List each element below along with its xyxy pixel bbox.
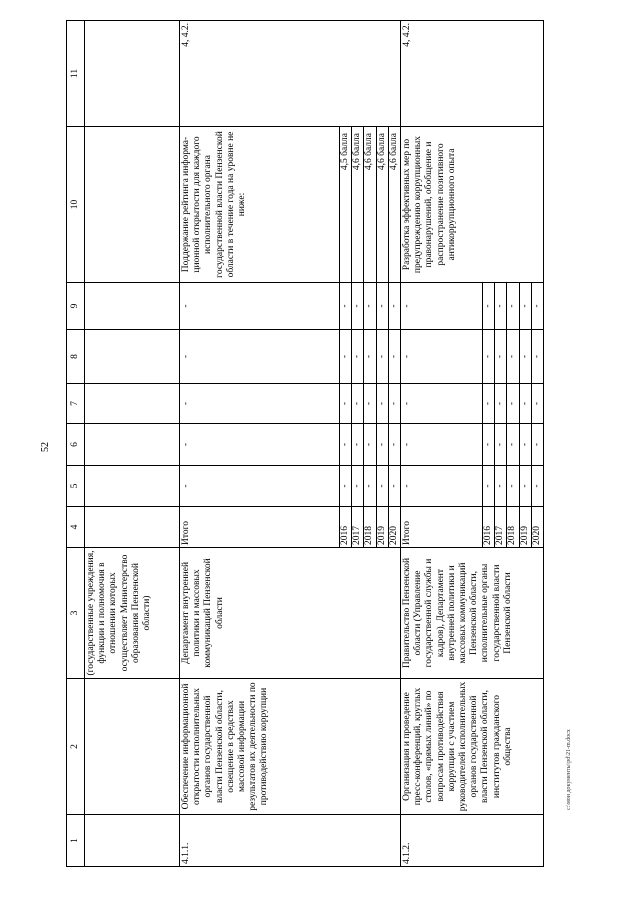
funding-cell: - (401, 384, 483, 424)
funding-cell: - (352, 283, 364, 330)
funding-cell: - (180, 466, 340, 507)
year-cell: 2016 (483, 507, 495, 548)
link-reference: 4, 4.2. (401, 21, 544, 127)
year-cell: 2017 (352, 507, 364, 548)
indicator-value: 4,6 балла (364, 127, 376, 283)
funding-cell: - (531, 330, 543, 384)
cell-empty (85, 424, 180, 466)
continued-executor-text: (государственные учреждения, функции и полномочия в отношении которых осуществляет Министерство образования Пензенской области) (85, 548, 180, 679)
funding-cell: - (531, 424, 543, 466)
year-cell: 2016 (340, 507, 352, 548)
funding-cell: - (401, 330, 483, 384)
measure-number: 4.1.1. (180, 815, 401, 867)
measure-row (401, 21, 483, 867)
link-reference: 4, 4.2. (180, 21, 401, 127)
funding-cell: - (352, 384, 364, 424)
funding-cell: - (519, 384, 531, 424)
year-cell: 2018 (364, 507, 376, 548)
header-cell: 11 (67, 21, 85, 127)
funding-cell: - (376, 330, 388, 384)
header-cell: 8 (67, 330, 85, 384)
measure-description: Обеспечение информационной открытости исполнительных органов государственной власти Пензенской области, освещение в средствах массовой информации результатов их деятельности по противодействию коррупции (180, 679, 401, 815)
funding-cell: - (495, 466, 507, 507)
funding-cell: - (352, 424, 364, 466)
header-cell: 5 (67, 466, 85, 507)
header-row (67, 21, 85, 867)
funding-cell: - (340, 466, 352, 507)
funding-cell: - (507, 384, 519, 424)
funding-cell: - (519, 424, 531, 466)
funding-cell: - (519, 283, 531, 330)
indicator-value: 4,6 балла (352, 127, 364, 283)
header-cell: 7 (67, 384, 85, 424)
funding-cell: - (180, 283, 340, 330)
funding-cell: - (495, 330, 507, 384)
header-cell: 6 (67, 424, 85, 466)
funding-cell: - (340, 384, 352, 424)
funding-cell: - (495, 424, 507, 466)
funding-cell: - (495, 283, 507, 330)
funding-cell: - (519, 466, 531, 507)
year-cell: 2018 (507, 507, 519, 548)
year-cell: 2020 (388, 507, 400, 548)
funding-cell: - (352, 466, 364, 507)
funding-cell: - (376, 466, 388, 507)
funding-cell: - (364, 384, 376, 424)
funding-cell: - (364, 283, 376, 330)
header-cell: 1 (67, 815, 85, 867)
funding-cell: - (352, 330, 364, 384)
program-measures-table (66, 20, 544, 867)
cell-empty (85, 283, 180, 330)
page-number: 52 (40, 442, 51, 452)
funding-cell: - (340, 424, 352, 466)
header-cell: 3 (67, 548, 85, 679)
funding-cell: - (519, 330, 531, 384)
funding-cell: - (531, 384, 543, 424)
cell-empty (85, 21, 180, 127)
funding-cell: - (388, 384, 400, 424)
funding-cell: - (483, 424, 495, 466)
cell-empty (85, 466, 180, 507)
funding-cell: - (531, 283, 543, 330)
funding-cell: - (364, 424, 376, 466)
funding-cell: - (388, 466, 400, 507)
continuation-row (85, 21, 180, 867)
cell-empty (85, 679, 180, 815)
funding-cell: - (364, 466, 376, 507)
funding-cell: - (376, 384, 388, 424)
funding-cell: - (483, 466, 495, 507)
cell-empty (85, 507, 180, 548)
funding-cell: - (401, 283, 483, 330)
header-cell: 4 (67, 507, 85, 548)
funding-cell: - (401, 424, 483, 466)
funding-cell: - (507, 424, 519, 466)
funding-cell: - (376, 424, 388, 466)
indicator-value: 4,6 балла (388, 127, 400, 283)
measure-row (180, 21, 340, 867)
header-cell: 10 (67, 127, 85, 283)
funding-cell: - (376, 283, 388, 330)
funding-cell: - (340, 283, 352, 330)
funding-cell: - (483, 384, 495, 424)
funding-cell: - (401, 466, 483, 507)
funding-cell: - (507, 283, 519, 330)
funding-cell: - (180, 384, 340, 424)
measure-number: 4.1.2. (401, 815, 544, 867)
cell-empty (85, 815, 180, 867)
header-cell: 9 (67, 283, 85, 330)
indicator-text: Разработка эффективных мер по предупреждению коррупционных правонарушений, обобщение и распространение позитивного антикоррупционного опыта (401, 127, 544, 283)
indicator-value: 4,5 балла (340, 127, 352, 283)
measure-executor: Департамент внутренней политики и массовых коммуникаций Пензенской области (180, 548, 401, 679)
funding-cell: - (483, 283, 495, 330)
funding-cell: - (495, 384, 507, 424)
cell-empty (85, 384, 180, 424)
year-cell: 2017 (495, 507, 507, 548)
cell-empty (85, 330, 180, 384)
year-cell: 2020 (531, 507, 543, 548)
year-cell: 2019 (376, 507, 388, 548)
cell-empty (85, 127, 180, 283)
funding-cell: - (507, 330, 519, 384)
funding-cell: - (180, 330, 340, 384)
funding-cell: - (531, 466, 543, 507)
funding-cell: - (483, 330, 495, 384)
funding-cell: - (340, 330, 352, 384)
measure-executor: Правительство Пензенской области (Управление государственной службы и кадров), Департамент внутренней политики и массовых коммуникаций Пензенской области, исполнительные органы государственной власти Пензенской области (401, 548, 544, 679)
indicator-value: 4,6 балла (376, 127, 388, 283)
year-cell: 2019 (519, 507, 531, 548)
header-cell: 2 (67, 679, 85, 815)
measure-description: Организация и проведение пресс-конференций, круглых столов, «прямых линий» по вопросам противодействия коррупции с участием руководителей исполнительных органов государственной власти Пензенской области, институтов гражданского общества (401, 679, 544, 815)
funding-cell: - (180, 424, 340, 466)
total-label: Итого (401, 507, 483, 548)
total-label: Итого (180, 507, 340, 548)
funding-cell: - (388, 330, 400, 384)
funding-cell: - (507, 466, 519, 507)
rotated-table-container (66, 21, 608, 867)
funding-cell: - (388, 283, 400, 330)
funding-cell: - (364, 330, 376, 384)
footer-file-path: c:\мои документы\pd\21-m.docx (566, 729, 572, 810)
indicator-text: Поддержание рейтинга информационной открытости для каждого исполнительного органа государственной власти Пензенской области в течение года на уровне не ниже: (180, 127, 340, 283)
funding-cell: - (388, 424, 400, 466)
